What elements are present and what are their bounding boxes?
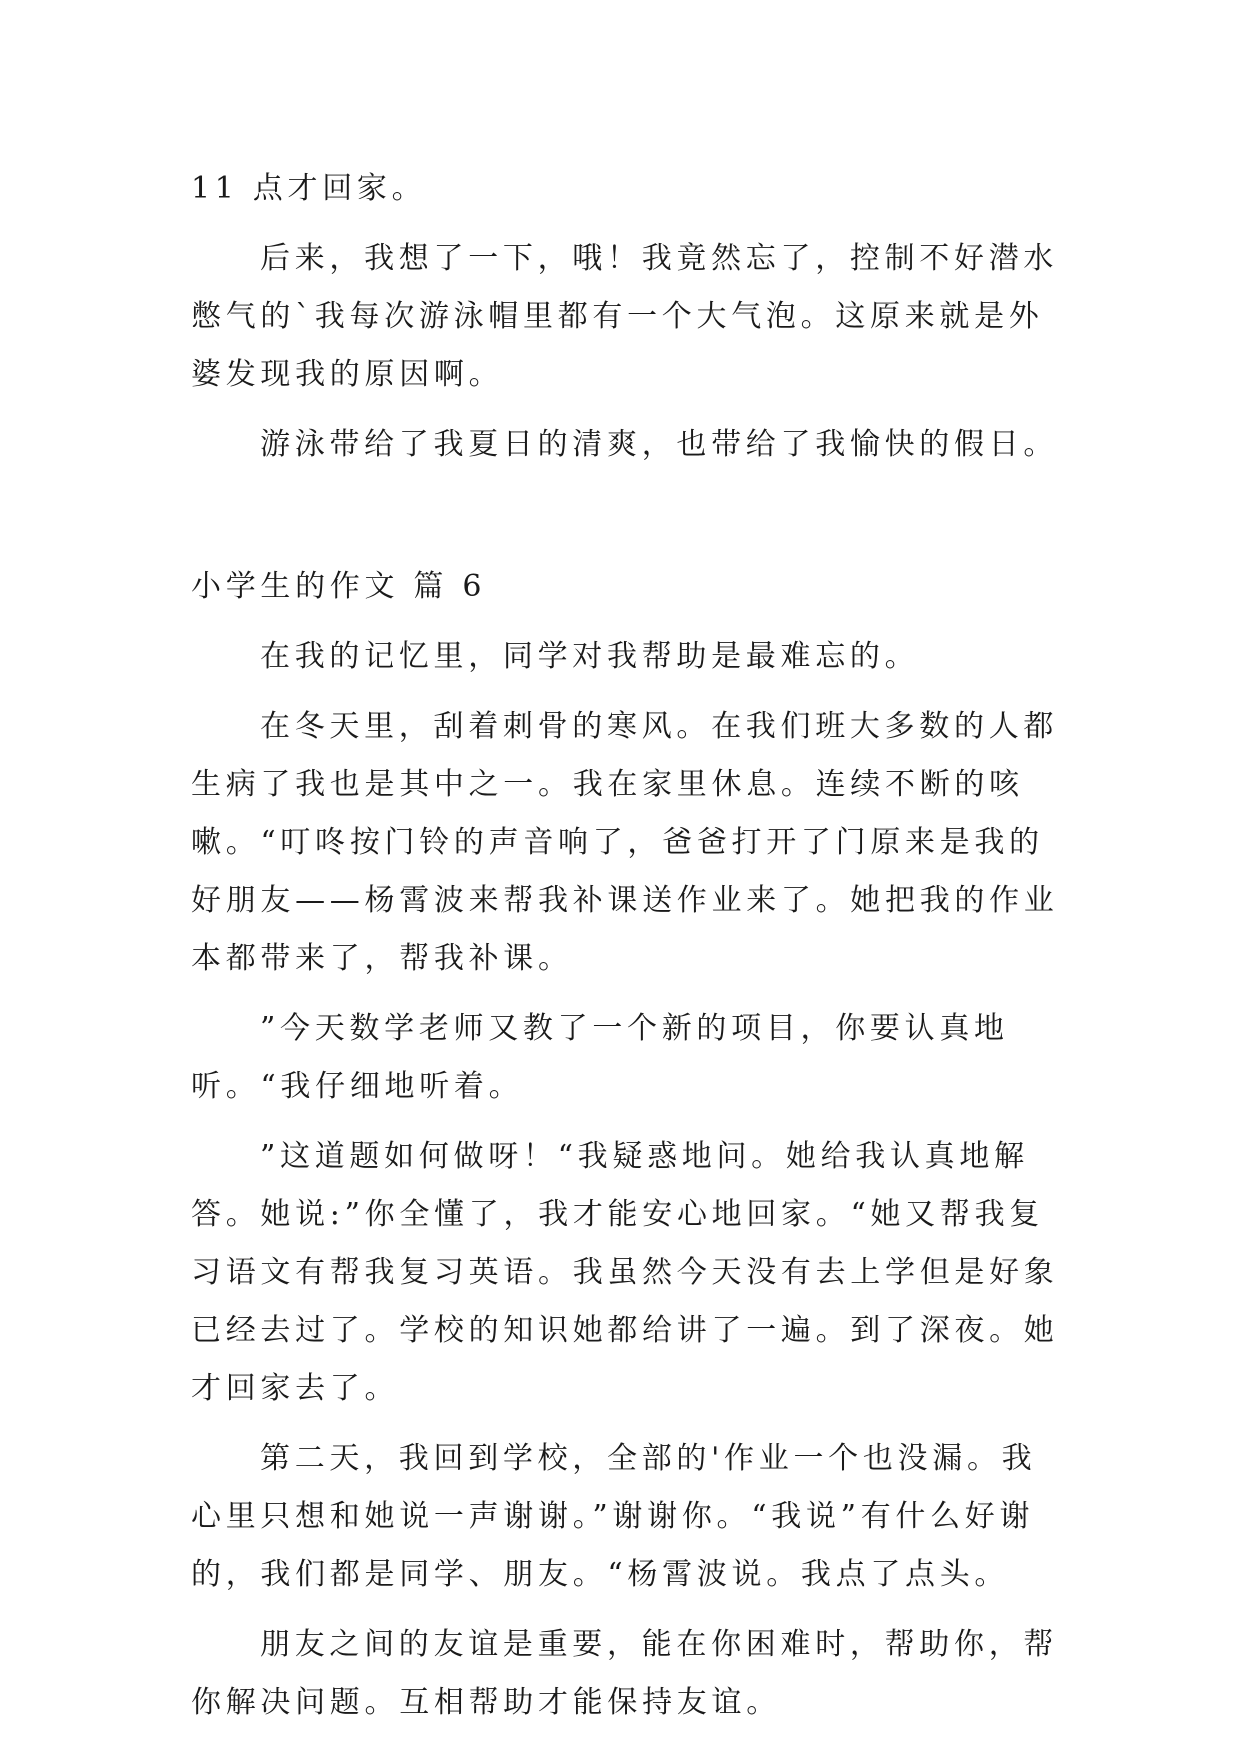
paragraph: 在冬天里，刮着刺骨的寒风。在我们班大多数的人都生病了我也是其中之一。我在家里休息。连续不断的咳嗽。“叮咚按门铃的声音响了，爸爸打开了门原来是我的好朋友——杨霄波来帮我补课送作业来了。她把我的作业本都带来了，帮我补课。 (191, 709, 1059, 976)
paragraph: ”今天数学老师又教了一个新的项目，你要认真地听。“我仔细地听着。 (191, 1011, 1009, 1104)
paragraph: 朋友之间的友谊是重要，能在你困难时，帮助你，帮你解决问题。互相帮助才能保持友谊。 (191, 1627, 1059, 1720)
paragraph: 在我的记忆里，同学对我帮助是最难忘的。 (260, 639, 920, 674)
paragraph: 11 点才回家。 (191, 171, 427, 206)
section-title: 小学生的作文 篇 6 (191, 569, 487, 604)
paragraph: ”这道题如何做呀！“我疑惑地问。她给我认真地解答。她说:”你全懂了，我才能安心地回家。“她又帮我复习语文有帮我复习英语。我虽然今天没有去上学但是好象已经去过了。学校的知识她都给讲了一遍。到了深夜。她才回家去了。 (191, 1139, 1059, 1406)
paragraph: 游泳带给了我夏日的清爽，也带给了我愉快的假日。 (260, 427, 1059, 462)
paragraph: 后来，我想了一下，哦！我竟然忘了，控制不好潜水憋气的`我每次游泳帽里都有一个大气泡。这原来就是外婆发现我的原因啊。 (191, 241, 1059, 392)
document-body (191, 160, 1071, 1744)
paragraph: 第二天，我回到学校，全部的'作业一个也没漏。我心里只想和她说一声谢谢。”谢谢你。“我说”有什么好谢的，我们都是同学、朋友。“杨霄波说。我点了点头。 (191, 1441, 1037, 1592)
section-gap (191, 486, 1071, 558)
